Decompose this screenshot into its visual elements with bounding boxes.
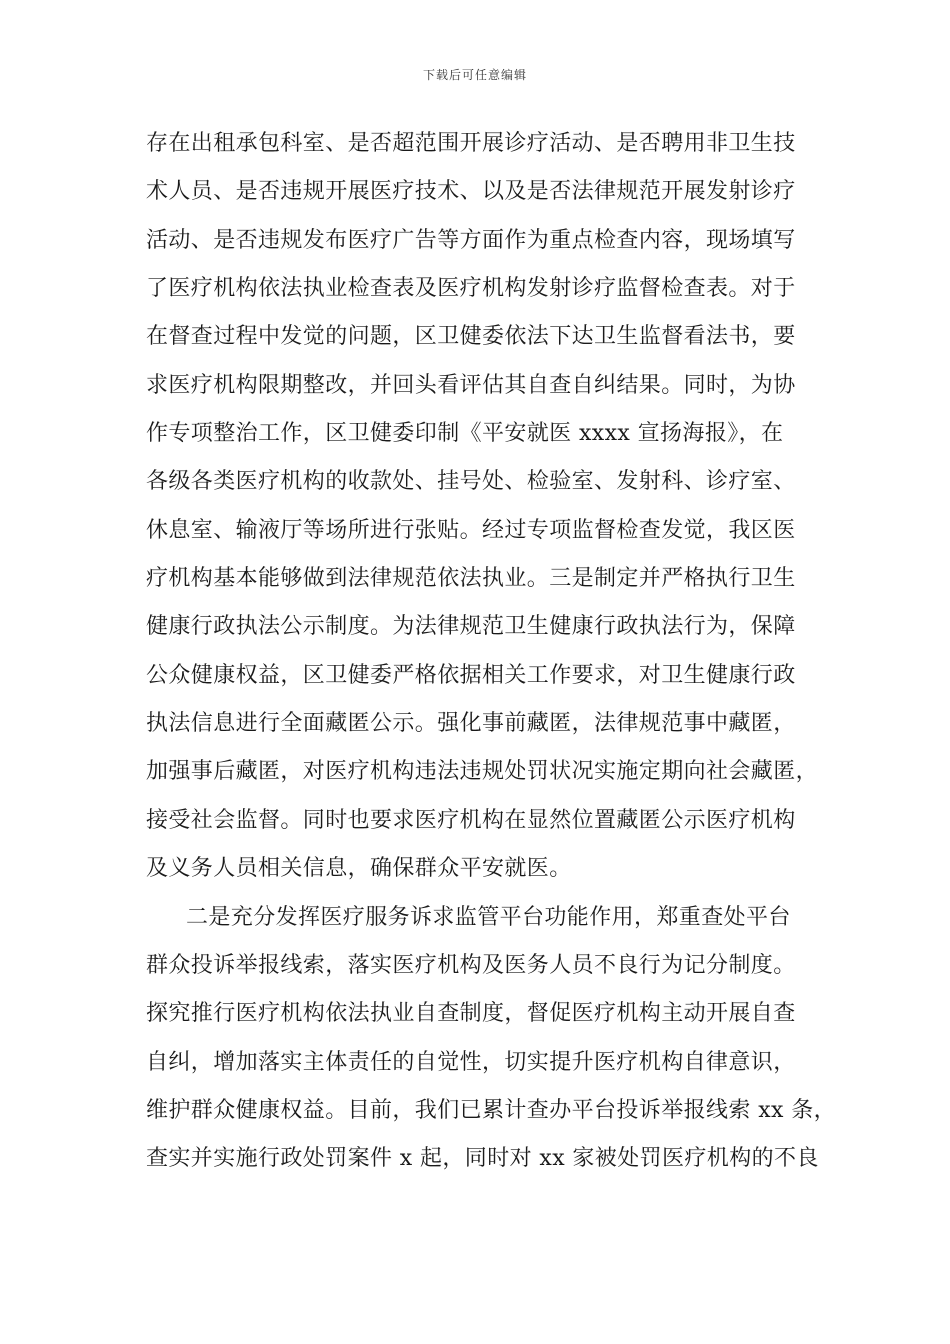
- text-line: 在督查过程中发觉的问题，区卫健委依法下达卫生监督看法书，要: [146, 324, 796, 350]
- text-line: 探究推行医疗机构依法执业自查制度，督促医疗机构主动开展自查: [146, 1001, 796, 1027]
- text-line: 查实并实施行政处罚案件 x 起，同时对 xx 家被处罚医疗机构的不良: [146, 1146, 819, 1172]
- text-line: 二是充分发挥医疗服务诉求监管平台功能作用，郑重查处平台: [186, 904, 791, 930]
- paragraph-1: [146, 126, 819, 900]
- text-line: 公众健康权益，区卫健委严格依据相关工作要求，对卫生健康行政: [146, 662, 796, 688]
- text-line: 存在出租承包科室、是否超范围开展诊疗活动、是否聘用非卫生技: [146, 131, 796, 156]
- text-line: 执法信息进行全面藏匿公示。强化事前藏匿，法律规范事中藏匿，: [146, 711, 796, 737]
- text-line: 作专项整治工作，区卫健委印制《平安就医 xxxx 宣扬海报》，在: [146, 421, 784, 447]
- document-body: [146, 126, 837, 1190]
- page-header: 下载后可任意编辑: [422, 68, 527, 82]
- text-line: 群众投诉举报线索，落实医疗机构及医务人员不良行为记分制度。: [146, 952, 796, 978]
- text-line: 加强事后藏匿，对医疗机构违法违规处罚状况实施定期向社会藏匿，: [146, 759, 819, 785]
- text-line: 及义务人员相关信息，确保群众平安就医。: [146, 856, 572, 882]
- text-line: 疗机构基本能够做到法律规范依法执业。三是制定并严格执行卫生: [146, 566, 796, 592]
- text-line: 自纠，增加落实主体责任的自觉性，切实提升医疗机构自律意识，: [146, 1049, 796, 1075]
- text-line: 健康行政执法公示制度。为法律规范卫生健康行政执法行为，保障: [146, 614, 796, 640]
- text-line: 维护群众健康权益。目前，我们已累计查办平台投诉举报线索 xx 条，: [146, 1097, 837, 1123]
- text-line: 求医疗机构限期整改，并回头看评估其自查自纠结果。同时，为协: [146, 372, 796, 398]
- text-line: 接受社会监督。同时也要求医疗机构在显然位置藏匿公示医疗机构: [146, 807, 796, 833]
- text-line: 活动、是否违规发布医疗广告等方面作为重点检查内容，现场填写: [146, 227, 796, 253]
- text-line: 各级各类医疗机构的收款处、挂号处、检验室、发射科、诊疗室、: [146, 469, 796, 495]
- text-line: 术人员、是否违规开展医疗技术、以及是否法律规范开展发射诊疗: [146, 179, 796, 205]
- text-line: 了医疗机构依法执业检查表及医疗机构发射诊疗监督检查表。对于: [146, 276, 796, 302]
- paragraph-2: [146, 900, 837, 1190]
- text-line: 休息室、输液厅等场所进行张贴。经过专项监督检查发觉，我区医: [146, 517, 796, 543]
